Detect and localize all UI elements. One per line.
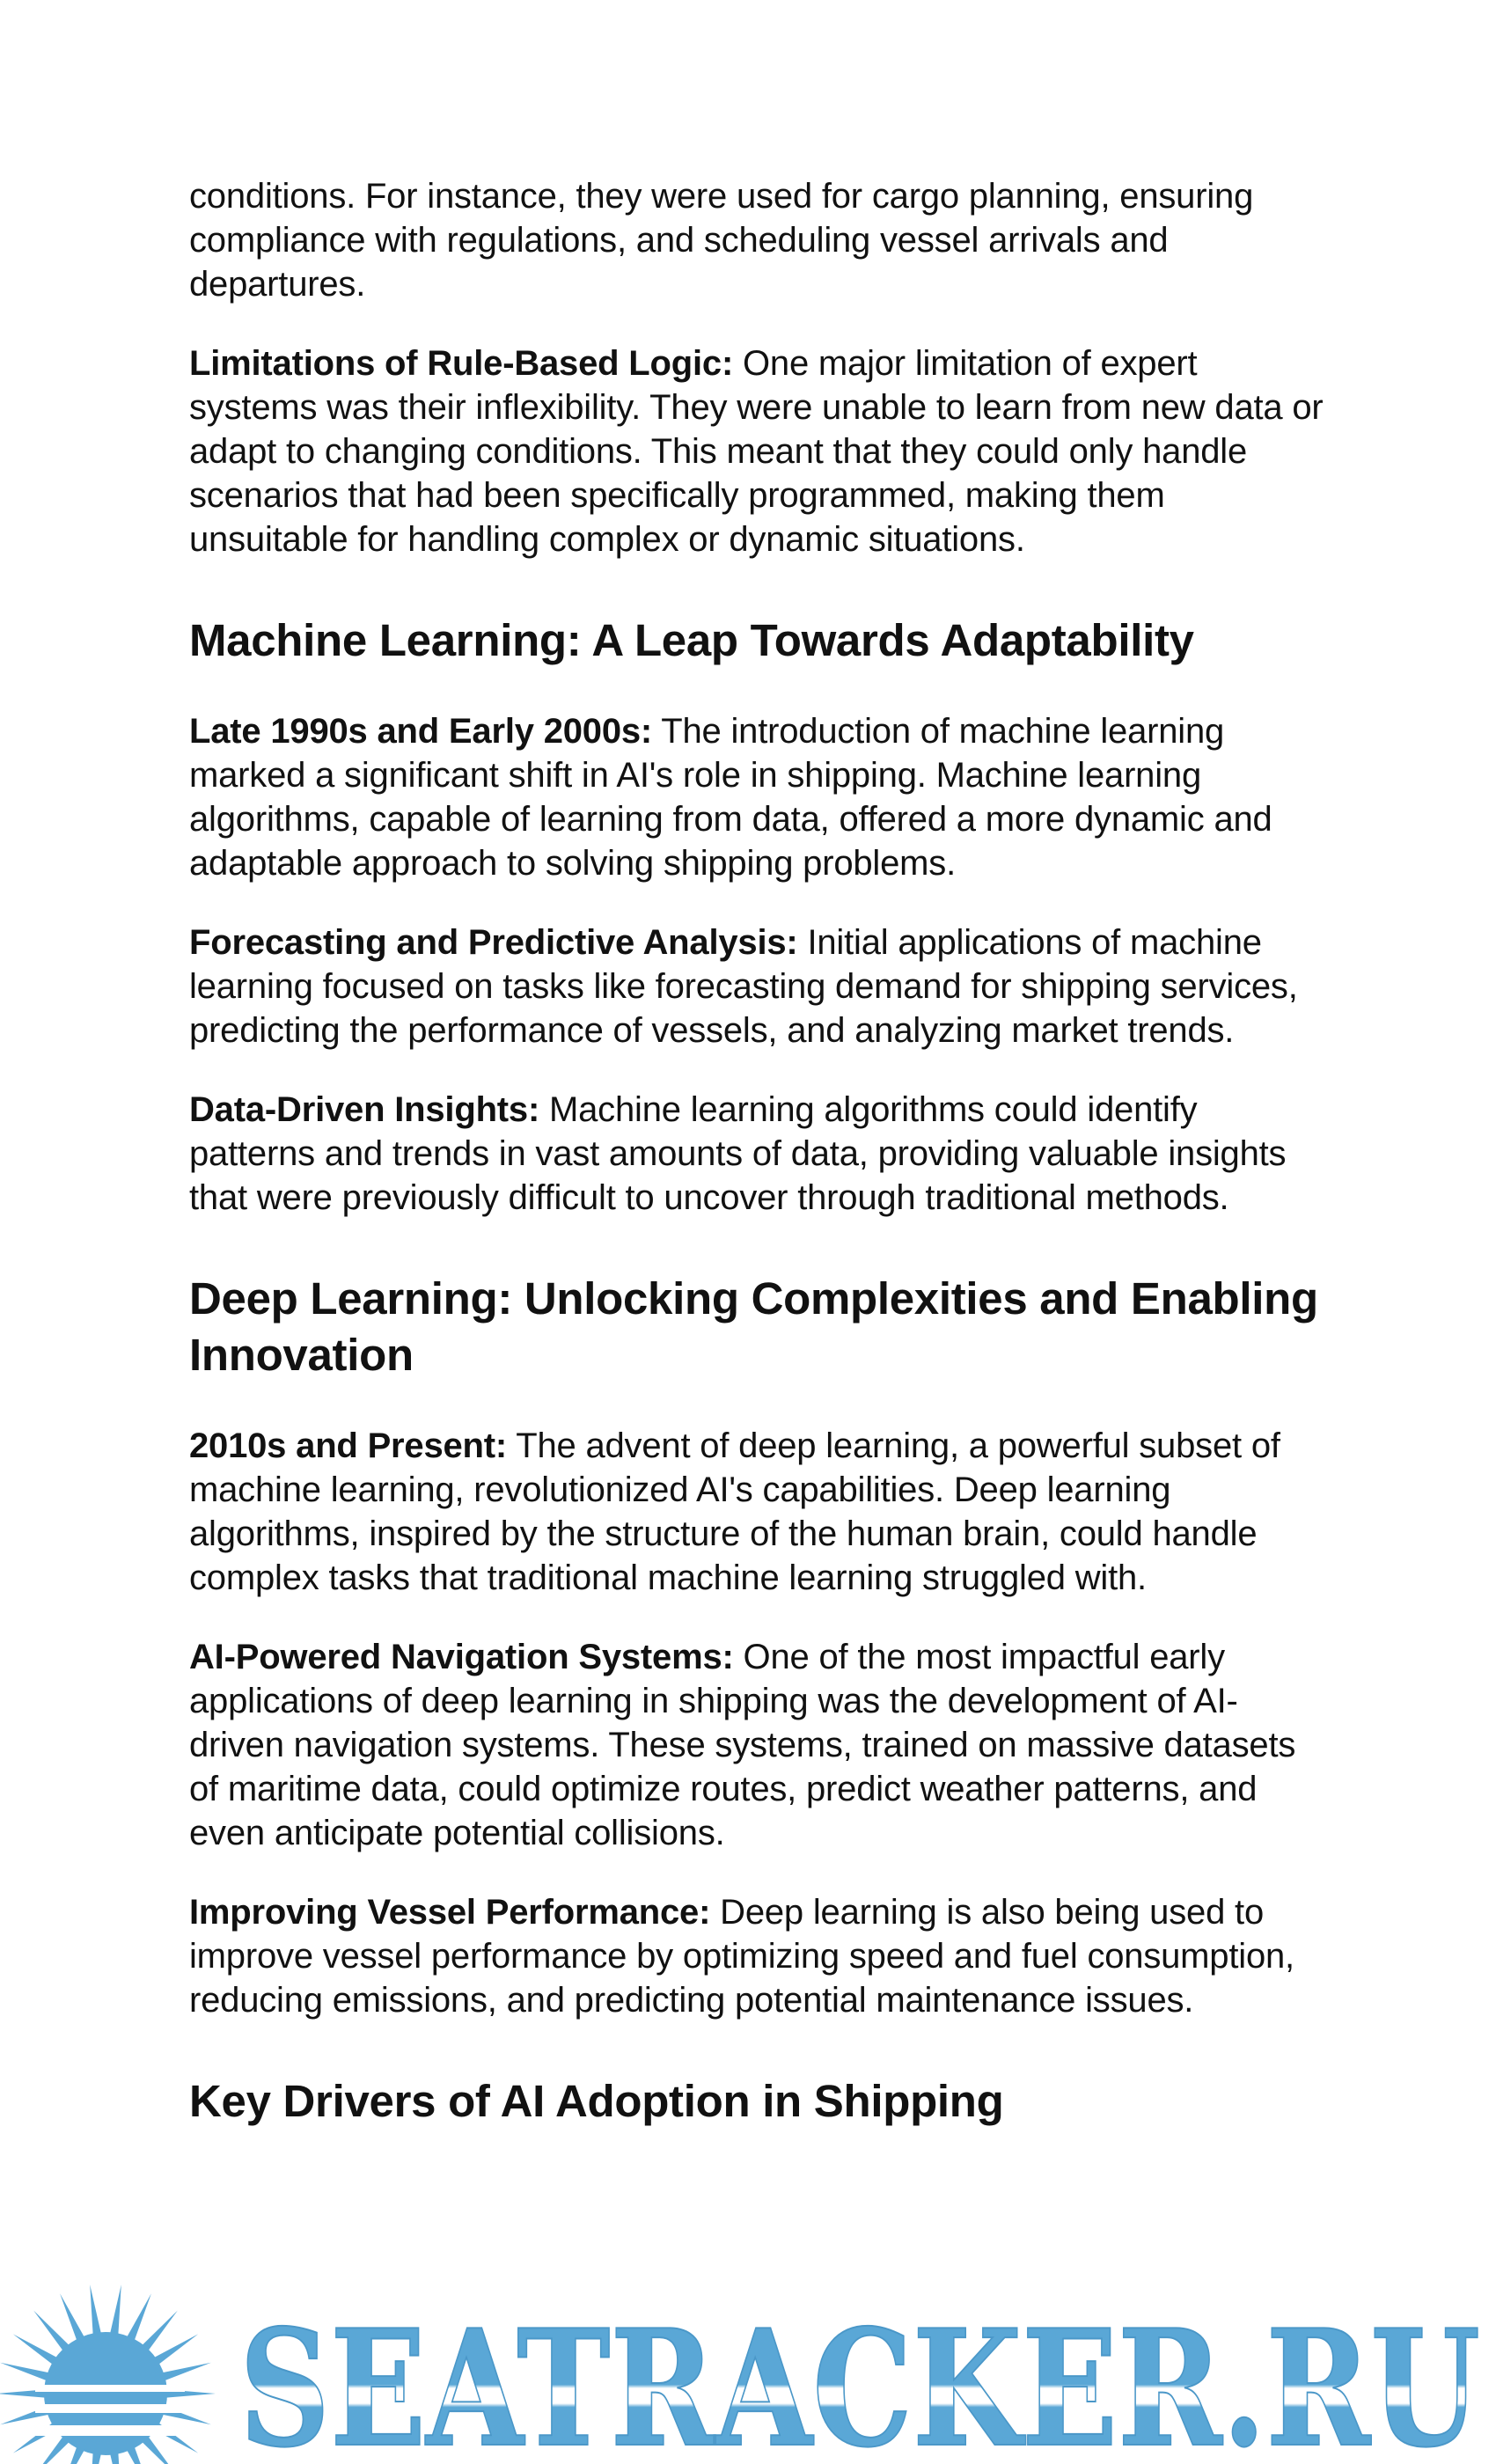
paragraph-text: Machine learning algorithms could identify patterns and trends in vast amounts of data, providing valuable insights that were previously difficult to uncover through traditional methods. [189,1090,1287,1217]
paragraph-late-1990s [189,709,1324,885]
paragraph-text: One major limitation of expert systems was their inflexibility. They were unable to learn from new data or adapt to changing conditions. This meant that they could only handle scenarios that had been specifically programmed, making them unsuitable for handling complex or dynamic situations. [189,344,1324,559]
paragraph-lead: Data-Driven Insights: [189,1090,540,1129]
paragraph-text: Initial applications of machine learning focused on tasks like forecasting demand for shipping services, predicting the performance of vessels, and analyzing market trends. [189,923,1298,1050]
paragraph-lead: Late 1990s and Early 2000s: [189,712,653,751]
paragraph-lead: AI-Powered Navigation Systems: [189,1638,734,1676]
paragraph-lead: Limitations of Rule-Based Logic: [189,344,734,383]
section-heading-key-drivers: Key Drivers of AI Adoption in Shipping [189,2076,1004,2126]
paragraph-lead: Improving Vessel Performance: [189,1893,711,1932]
watermark-logo [0,2253,1496,2464]
paragraph-continuation [189,174,1324,306]
paragraph-text: The advent of deep learning, a powerful subset of machine learning, revolutionized AI's capabilities. Deep learning algorithms, inspired by the structure of the human brain, could handle complex tasks that traditional machine learning struggled with. [189,1426,1280,1597]
section-heading-deep-learning: Deep Learning: Unlocking Complexities and Enabling Innovation [189,1273,1318,1380]
paragraph-2010s [189,1424,1324,1600]
paragraph-text: The introduction of machine learning marked a significant shift in AI's role in shipping. Machine learning algorithms, capable of learning from data, offered a more dynamic and adaptable approach to solving shipping problems. [189,712,1272,883]
paragraph-data-driven [189,1088,1324,1220]
paragraph-vessel-performance [189,1890,1324,2022]
paragraph-text: One of the most impactful early applications of deep learning in shipping was the development of AI-driven navigation systems. These systems, trained on massive datasets of maritime data, could optimize routes, predict weather patterns, and even anticipate potential collisions. [189,1638,1296,1852]
watermark-text: SEATRACKER.RU [239,2294,1480,2464]
watermark-svg [0,2253,1496,2464]
paragraph-rule-based-limitations [189,341,1324,561]
paragraph-lead: 2010s and Present: [189,1426,508,1465]
paragraph-text: conditions. For instance, they were used for cargo planning, ensuring compliance with regulations, and scheduling vessel arrivals and departures. [189,177,1254,304]
sun-wave-icon [0,2284,216,2464]
document-body [189,174,1324,2130]
paragraph-text: Deep learning is also being used to improve vessel performance by optimizing speed and fuel consumption, reducing emissions, and predicting potential maintenance issues. [189,1893,1294,2020]
paragraph-lead: Forecasting and Predictive Analysis: [189,923,798,962]
section-heading-machine-learning: Machine Learning: A Leap Towards Adaptability [189,615,1194,665]
paragraph-navigation-systems [189,1635,1324,1855]
paragraph-forecasting [189,920,1324,1052]
